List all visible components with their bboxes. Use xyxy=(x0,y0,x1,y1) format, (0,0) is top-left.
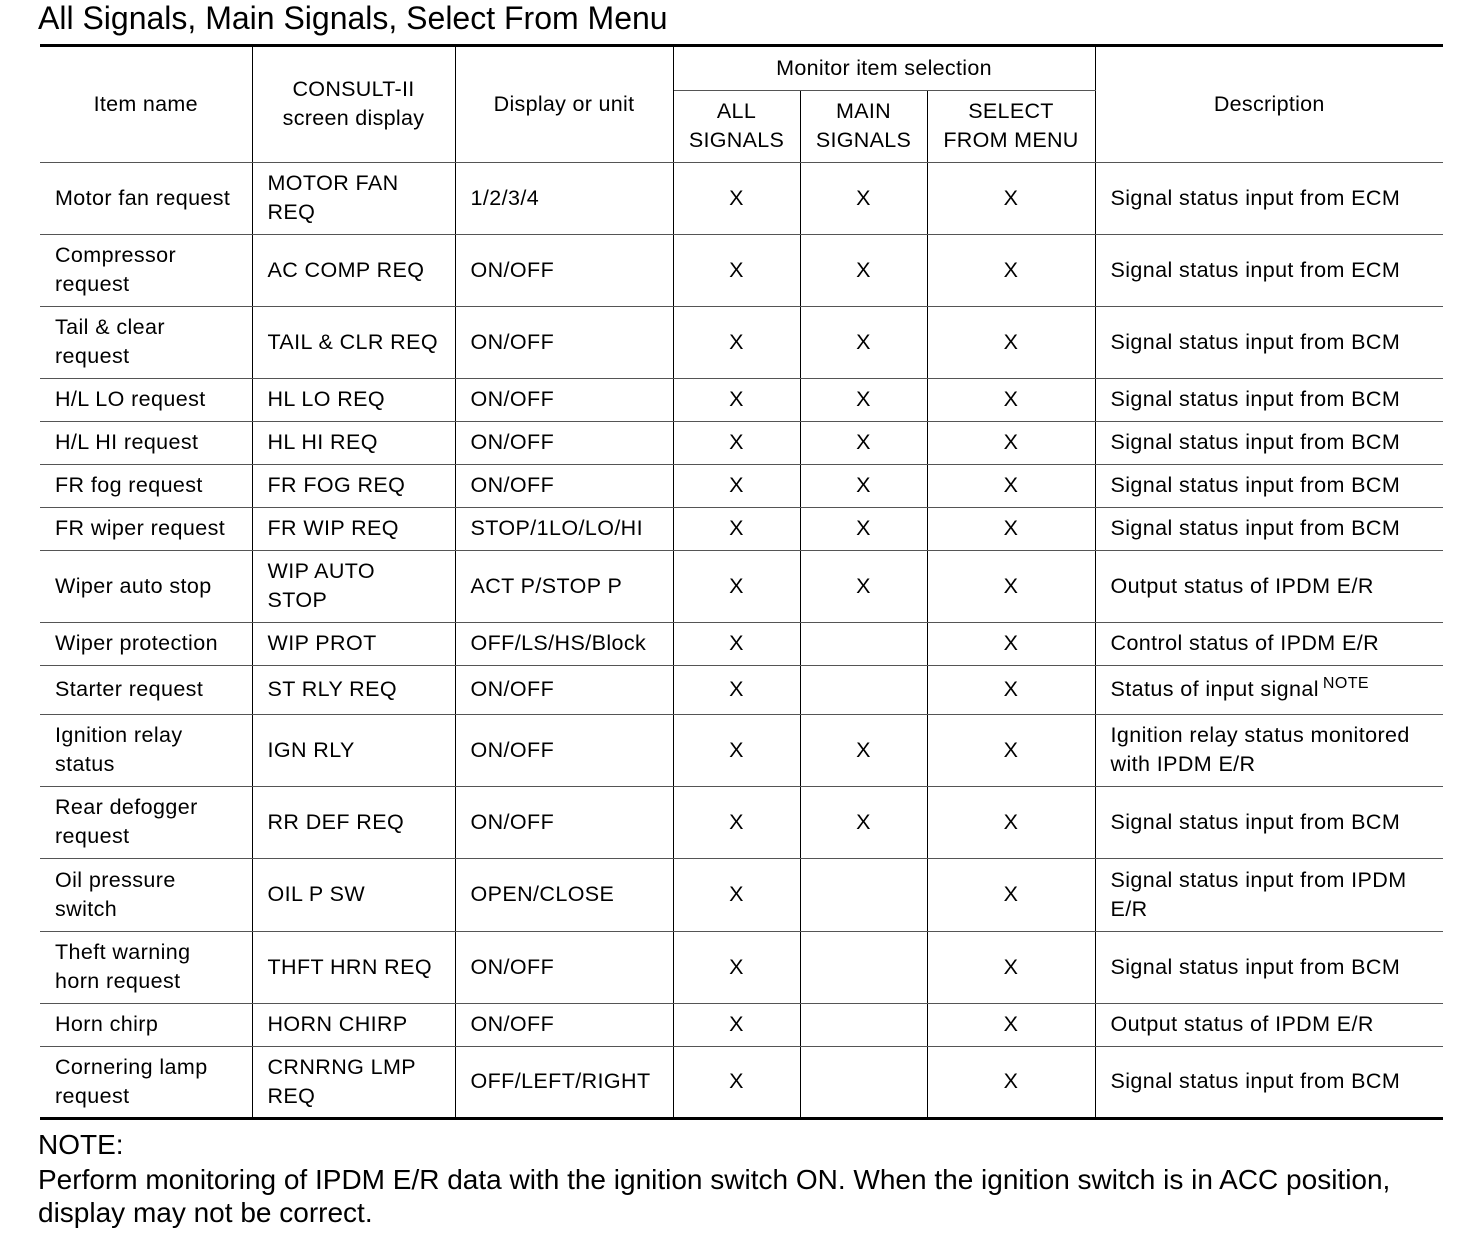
item-name-cell xyxy=(40,714,252,786)
main-signals-mark xyxy=(800,931,927,1003)
item-name-line1: Wiper protection xyxy=(55,631,218,655)
note-reference: NOTE xyxy=(1322,674,1369,692)
all-signals-mark: X xyxy=(673,550,800,622)
screen-display-cell xyxy=(252,786,455,858)
all-signals-mark: X xyxy=(673,931,800,1003)
main-signals-mark: X xyxy=(800,786,927,858)
description-cell xyxy=(1095,464,1443,507)
table-row xyxy=(40,507,1443,550)
item-name-line2: request xyxy=(55,824,130,848)
description-cell xyxy=(1095,306,1443,378)
item-name-cell xyxy=(40,665,252,714)
description-line1: Signal status input from ECM xyxy=(1110,185,1401,210)
item-name-cell xyxy=(40,622,252,665)
select-menu-mark: X xyxy=(927,665,1095,714)
unit-cell: STOP/1LO/LO/HI xyxy=(455,507,673,550)
screen-display-cell xyxy=(252,858,455,931)
select-menu-mark: X xyxy=(927,464,1095,507)
screen-display-cell xyxy=(252,306,455,378)
description-line1: Ignition relay status monitored xyxy=(1110,723,1410,747)
description-cell xyxy=(1095,1003,1443,1046)
description-cell xyxy=(1095,162,1443,234)
main-signals-mark xyxy=(800,665,927,714)
screen-display-cell xyxy=(252,421,455,464)
all-signals-mark: X xyxy=(673,421,800,464)
item-name-line2: request xyxy=(55,344,130,368)
item-name-cell xyxy=(40,858,252,931)
item-name-line1: Ignition relay xyxy=(55,723,183,747)
table-row xyxy=(40,1003,1443,1046)
all-signals-mark: X xyxy=(673,1046,800,1118)
header-all-line1: ALL xyxy=(716,99,757,123)
unit-cell: ACT P/STOP P xyxy=(455,550,673,622)
select-menu-mark: X xyxy=(927,550,1095,622)
select-menu-mark: X xyxy=(927,714,1095,786)
unit-cell: ON/OFF xyxy=(455,421,673,464)
all-signals-mark: X xyxy=(673,378,800,421)
all-signals-mark: X xyxy=(673,306,800,378)
description-line1: Signal status input from ECM xyxy=(1110,257,1401,282)
screen-display-line1: HORN CHIRP xyxy=(267,1012,408,1036)
screen-display-line2: STOP xyxy=(267,588,328,612)
note-line2: display may not be correct. xyxy=(38,1197,373,1228)
select-menu-mark: X xyxy=(927,507,1095,550)
item-name-line1: Cornering lamp xyxy=(55,1054,208,1079)
main-signals-mark: X xyxy=(800,378,927,421)
description-cell xyxy=(1095,786,1443,858)
header-all-line2: SIGNALS xyxy=(688,128,785,152)
header-select-line1: SELECT xyxy=(968,99,1054,123)
unit-cell: ON/OFF xyxy=(455,1003,673,1046)
all-signals-mark: X xyxy=(673,464,800,507)
screen-display-cell xyxy=(252,234,455,306)
item-name-cell xyxy=(40,550,252,622)
header-select-from-menu xyxy=(927,90,1095,162)
description-line1: Signal status input from BCM xyxy=(1110,1069,1401,1093)
select-menu-mark: X xyxy=(927,162,1095,234)
description-text: Status of input signal xyxy=(1110,677,1319,701)
item-name-line1: Wiper auto stop xyxy=(55,573,212,598)
description-cell xyxy=(1095,550,1443,622)
signals-table xyxy=(40,47,1443,1120)
unit-cell: ON/OFF xyxy=(455,665,673,714)
item-name-cell xyxy=(40,931,252,1003)
item-name-line1: H/L HI request xyxy=(55,430,199,454)
item-name-cell xyxy=(40,306,252,378)
screen-display-line1: HL HI REQ xyxy=(267,430,378,454)
all-signals-mark: X xyxy=(673,858,800,931)
main-signals-mark: X xyxy=(800,464,927,507)
all-signals-mark: X xyxy=(673,786,800,858)
description-cell xyxy=(1095,665,1443,714)
item-name-cell xyxy=(40,162,252,234)
description-line1: Signal status input from BCM xyxy=(1110,954,1401,979)
header-consult-display xyxy=(252,47,455,162)
header-monitor-group: Monitor item selection xyxy=(673,47,1095,90)
item-name-line1: Tail & clear xyxy=(55,315,165,339)
item-name-cell xyxy=(40,378,252,421)
screen-display-line1: AC COMP REQ xyxy=(267,257,425,282)
table-header xyxy=(40,47,1443,162)
main-signals-mark xyxy=(800,1003,927,1046)
unit-cell: OFF/LS/HS/Block xyxy=(455,622,673,665)
description-line1: Signal status input from BCM xyxy=(1110,387,1401,411)
description-line1: Signal status input from IPDM xyxy=(1110,867,1407,892)
select-menu-mark: X xyxy=(927,786,1095,858)
main-signals-mark: X xyxy=(800,421,927,464)
description-cell xyxy=(1095,858,1443,931)
screen-display-cell xyxy=(252,550,455,622)
unit-cell: ON/OFF xyxy=(455,306,673,378)
header-all-signals xyxy=(673,90,800,162)
unit-cell: 1/2/3/4 xyxy=(455,162,673,234)
all-signals-mark: X xyxy=(673,234,800,306)
description-line1: Control status of IPDM E/R xyxy=(1110,631,1379,655)
header-item-name: Item name xyxy=(40,47,252,162)
note-line1: Perform monitoring of IPDM E/R data with the ignition switch ON. When the ignition switch is in ACC position, xyxy=(38,1164,1391,1195)
item-name-cell xyxy=(40,234,252,306)
header-consult-line1: CONSULT-II xyxy=(292,77,415,102)
screen-display-line1: TAIL & CLR REQ xyxy=(267,329,438,354)
item-name-cell xyxy=(40,786,252,858)
note-body xyxy=(38,1163,1458,1229)
item-name-line2: switch xyxy=(55,896,118,921)
all-signals-mark: X xyxy=(673,507,800,550)
description-line1: Signal status input from BCM xyxy=(1110,430,1401,454)
table-row xyxy=(40,306,1443,378)
description-line1: Signal status input from BCM xyxy=(1110,329,1401,354)
item-name-cell xyxy=(40,507,252,550)
screen-display-cell xyxy=(252,464,455,507)
description-line1: Signal status input from BCM xyxy=(1110,809,1401,834)
header-main-line2: SIGNALS xyxy=(815,128,912,152)
screen-display-line1: WIP PROT xyxy=(267,631,377,655)
description-line1 xyxy=(1111,675,1438,704)
item-name-line1: Starter request xyxy=(55,677,204,701)
description-line2: E/R xyxy=(1110,896,1148,921)
unit-cell: ON/OFF xyxy=(455,786,673,858)
table-row xyxy=(40,550,1443,622)
main-signals-mark: X xyxy=(800,550,927,622)
select-menu-mark: X xyxy=(927,931,1095,1003)
table-row xyxy=(40,1046,1443,1118)
table-row xyxy=(40,714,1443,786)
screen-display-line1: RR DEF REQ xyxy=(267,809,405,834)
main-signals-mark xyxy=(800,622,927,665)
select-menu-mark: X xyxy=(927,858,1095,931)
table-row xyxy=(40,464,1443,507)
all-signals-mark: X xyxy=(673,665,800,714)
main-signals-mark: X xyxy=(800,714,927,786)
all-signals-mark: X xyxy=(673,714,800,786)
screen-display-cell xyxy=(252,622,455,665)
description-cell xyxy=(1095,1046,1443,1118)
main-signals-mark: X xyxy=(800,306,927,378)
screen-display-line1: IGN RLY xyxy=(267,737,355,762)
screen-display-line2: REQ xyxy=(267,200,316,224)
main-signals-mark: X xyxy=(800,234,927,306)
description-cell xyxy=(1095,234,1443,306)
screen-display-cell xyxy=(252,1046,455,1118)
select-menu-mark: X xyxy=(927,306,1095,378)
note-title: NOTE: xyxy=(38,1129,124,1160)
description-cell xyxy=(1095,714,1443,786)
item-name-cell xyxy=(40,1003,252,1046)
description-line1: Output status of IPDM E/R xyxy=(1110,573,1374,598)
item-name-line1: Compressor xyxy=(55,243,177,267)
table-row xyxy=(40,378,1443,421)
item-name-cell xyxy=(40,421,252,464)
description-line1: Signal status input from BCM xyxy=(1110,516,1401,540)
screen-display-cell xyxy=(252,378,455,421)
main-signals-mark: X xyxy=(800,507,927,550)
unit-cell: ON/OFF xyxy=(455,378,673,421)
screen-display-line1: HL LO REQ xyxy=(267,387,386,411)
item-name-line1: H/L LO request xyxy=(55,387,206,411)
header-consult-line2: screen display xyxy=(282,106,425,131)
item-name-cell xyxy=(40,1046,252,1118)
item-name-line2: status xyxy=(55,752,115,776)
select-menu-mark: X xyxy=(927,421,1095,464)
description-cell xyxy=(1095,378,1443,421)
screen-display-cell xyxy=(252,507,455,550)
screen-display-line1: CRNRNG LMP xyxy=(267,1054,417,1079)
select-menu-mark: X xyxy=(927,378,1095,421)
select-menu-mark: X xyxy=(927,622,1095,665)
screen-display-cell xyxy=(252,714,455,786)
screen-display-line1: FR WIP REQ xyxy=(267,516,399,540)
screen-display-line1: WIP AUTO xyxy=(267,559,376,583)
all-signals-mark: X xyxy=(673,162,800,234)
description-line2: with IPDM E/R xyxy=(1110,752,1256,776)
main-signals-mark: X xyxy=(800,162,927,234)
table-row xyxy=(40,622,1443,665)
item-name-line2: request xyxy=(55,1083,130,1108)
table-row xyxy=(40,162,1443,234)
item-name-line1: FR wiper request xyxy=(55,516,226,540)
screen-display-line2: REQ xyxy=(267,1083,316,1108)
unit-cell: OFF/LEFT/RIGHT xyxy=(455,1046,673,1118)
table-row xyxy=(40,931,1443,1003)
header-select-line2: FROM MENU xyxy=(943,128,1079,152)
item-name-line2: request xyxy=(55,272,130,296)
header-display-unit: Display or unit xyxy=(455,47,673,162)
description-cell xyxy=(1095,931,1443,1003)
table-row xyxy=(40,786,1443,858)
table-row xyxy=(40,665,1443,714)
description-cell xyxy=(1095,622,1443,665)
description-line1: Signal status input from BCM xyxy=(1110,473,1401,497)
item-name-line1: FR fog request xyxy=(55,473,203,497)
screen-display-cell xyxy=(252,162,455,234)
all-signals-mark: X xyxy=(673,1003,800,1046)
item-name-line1: Motor fan request xyxy=(55,185,231,210)
screen-display-line1: MOTOR FAN xyxy=(267,171,399,195)
screen-display-line1: ST RLY REQ xyxy=(267,677,397,701)
description-line1: Output status of IPDM E/R xyxy=(1110,1012,1374,1036)
select-menu-mark: X xyxy=(927,1003,1095,1046)
select-menu-mark: X xyxy=(927,234,1095,306)
screen-display-line1: FR FOG REQ xyxy=(267,473,406,497)
screen-display-cell xyxy=(252,1003,455,1046)
screen-display-line1: THFT HRN REQ xyxy=(267,954,432,979)
item-name-line1: Theft warning xyxy=(55,940,191,964)
table-row xyxy=(40,234,1443,306)
screen-display-cell xyxy=(252,931,455,1003)
table-row xyxy=(40,858,1443,931)
description-cell xyxy=(1095,507,1443,550)
header-description: Description xyxy=(1095,47,1443,162)
screen-display-line1: OIL P SW xyxy=(267,882,366,906)
page-title: All Signals, Main Signals, Select From Menu xyxy=(38,0,668,36)
header-main-signals xyxy=(800,90,927,162)
table-body xyxy=(40,162,1443,1118)
unit-cell: ON/OFF xyxy=(455,714,673,786)
header-main-line1: MAIN xyxy=(836,99,891,123)
table-row xyxy=(40,421,1443,464)
item-name-cell xyxy=(40,464,252,507)
select-menu-mark: X xyxy=(927,1046,1095,1118)
item-name-line1: Oil pressure xyxy=(55,867,176,892)
item-name-line2: horn request xyxy=(55,969,181,993)
unit-cell: ON/OFF xyxy=(455,464,673,507)
unit-cell: ON/OFF xyxy=(455,234,673,306)
all-signals-mark: X xyxy=(673,622,800,665)
item-name-line1: Horn chirp xyxy=(55,1012,159,1036)
unit-cell: OPEN/CLOSE xyxy=(455,858,673,931)
screen-display-cell xyxy=(252,665,455,714)
item-name-line1: Rear defogger xyxy=(55,795,198,819)
unit-cell: ON/OFF xyxy=(455,931,673,1003)
main-signals-mark xyxy=(800,1046,927,1118)
description-cell xyxy=(1095,421,1443,464)
main-signals-mark xyxy=(800,858,927,931)
